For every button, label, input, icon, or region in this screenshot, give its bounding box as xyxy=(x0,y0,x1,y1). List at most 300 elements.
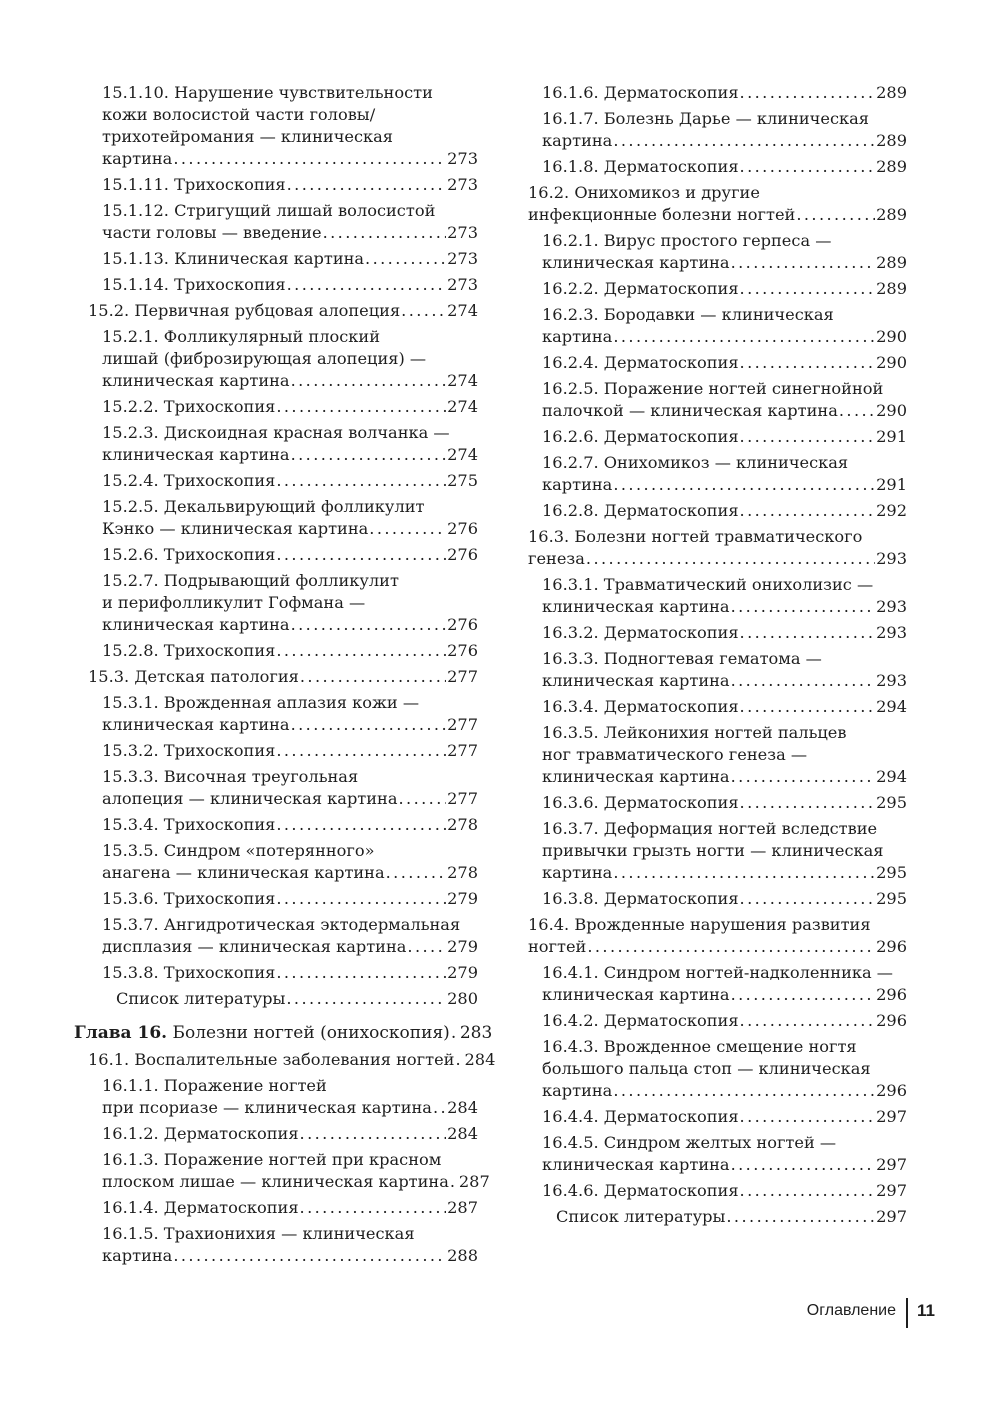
toc-entry-leader-line xyxy=(102,1245,478,1267)
toc-entry-title xyxy=(542,862,612,884)
toc-entry[interactable] xyxy=(514,108,907,152)
toc-entry[interactable] xyxy=(514,696,907,718)
toc-entry-line: трихотейромания — клиническая xyxy=(102,127,394,146)
dot-leader xyxy=(740,622,876,644)
toc-entry-title xyxy=(102,640,275,662)
toc-entry[interactable] xyxy=(514,648,907,692)
toc-entry-title xyxy=(542,500,739,522)
toc-entry-leader-line xyxy=(102,1097,478,1119)
dot-leader xyxy=(613,130,875,152)
toc-entry-leader-line xyxy=(102,714,478,736)
dot-leader xyxy=(287,274,446,296)
dot-leader xyxy=(731,596,876,618)
toc-entry-leader-line xyxy=(542,766,907,788)
dot-leader xyxy=(587,936,875,958)
toc-entry-title xyxy=(102,544,275,566)
toc-entry-title xyxy=(542,1010,739,1032)
toc-entry[interactable] xyxy=(74,640,478,662)
toc-references[interactable] xyxy=(74,988,478,1010)
toc-entry-text: картина xyxy=(542,131,613,150)
toc-entry[interactable] xyxy=(514,914,907,958)
dot-leader xyxy=(276,396,446,418)
toc-page-number: 280 xyxy=(447,989,478,1008)
toc-entry-line: 16.4.1. Синдром ногтей-надколенника — xyxy=(542,963,893,982)
toc-entry-text: Список литературы xyxy=(556,1207,726,1226)
toc-entry-title xyxy=(102,174,286,196)
toc-entry[interactable] xyxy=(74,740,478,762)
toc-page-number: 284 xyxy=(464,1050,496,1069)
toc-entry-leader-line xyxy=(102,518,478,540)
toc-entry-title xyxy=(102,1123,299,1145)
toc-entry-leader-line xyxy=(542,278,907,300)
toc-entry[interactable] xyxy=(74,814,478,836)
toc-entry-leader-line xyxy=(102,814,478,836)
toc-entry-text: 15.1.14. Трихоскопия xyxy=(102,275,286,294)
toc-page-number: 276 xyxy=(447,615,478,634)
toc-page-number: 274 xyxy=(447,397,478,416)
toc-entry-text: Болезни ногтей (онихоскопия) xyxy=(172,1023,450,1043)
toc-page-number: 287 xyxy=(458,1172,490,1191)
toc-page-number: 288 xyxy=(447,1246,478,1265)
dot-leader xyxy=(433,1097,446,1119)
toc-page-number: 293 xyxy=(876,671,907,690)
dot-leader xyxy=(450,1171,458,1193)
toc-page-number: 277 xyxy=(447,789,478,808)
toc-entry-leader-line xyxy=(88,666,478,688)
toc-entry-text: клиническая картина xyxy=(542,253,730,272)
toc-entry-leader-line xyxy=(542,82,907,104)
dot-leader xyxy=(731,1154,876,1176)
toc-entry-title xyxy=(102,248,364,270)
toc-entry-line: большого пальца стоп — клиническая xyxy=(542,1059,871,1078)
toc-entry[interactable] xyxy=(74,766,478,810)
toc-entry[interactable] xyxy=(74,888,478,910)
dot-leader xyxy=(291,714,447,736)
toc-entry-title xyxy=(102,936,406,958)
toc-entry[interactable] xyxy=(514,500,907,522)
toc-entry[interactable] xyxy=(74,300,478,322)
dot-leader xyxy=(291,370,447,392)
toc-page-number: 296 xyxy=(876,1081,907,1100)
toc-entry[interactable] xyxy=(74,962,478,984)
toc-entry-leader-line xyxy=(556,1206,907,1228)
toc-entry-leader-line xyxy=(102,370,478,392)
toc-entry-leader-line xyxy=(542,474,907,496)
toc-entry[interactable] xyxy=(74,82,478,170)
chapter-label: Глава 16. xyxy=(74,1023,168,1043)
toc-page-number: 289 xyxy=(876,253,907,272)
toc-entry-line: 15.3.5. Синдром «потерянного» xyxy=(102,841,375,860)
toc-entry-text: части головы — введение xyxy=(102,223,322,242)
toc-entry-line: 16.4. Врожденные нарушения развития xyxy=(528,915,871,934)
dot-leader xyxy=(740,1010,876,1032)
dot-leader xyxy=(796,204,875,226)
toc-entry-line: 15.2.3. Дискоидная красная волчанка — xyxy=(102,423,450,442)
toc-entry-leader-line xyxy=(542,130,907,152)
dot-leader xyxy=(386,862,446,884)
toc-entry-title xyxy=(102,962,275,984)
toc-entry[interactable] xyxy=(74,914,478,958)
dot-leader xyxy=(369,518,446,540)
toc-entry[interactable] xyxy=(514,622,907,644)
toc-entry-text: 16.3.2. Дерматоскопия xyxy=(542,623,739,642)
toc-entry-leader-line xyxy=(528,548,907,570)
toc-entry[interactable] xyxy=(74,274,478,296)
toc-entry-line: 16.2.1. Вирус простого герпеса — xyxy=(542,231,832,250)
toc-entry[interactable] xyxy=(514,278,907,300)
dot-leader xyxy=(740,352,876,374)
toc-entry-text: 16.4.4. Дерматоскопия xyxy=(542,1107,739,1126)
dot-leader xyxy=(276,544,446,566)
toc-entry-text: клиническая картина xyxy=(102,615,290,634)
toc-entry-text: 16.3.6. Дерматоскопия xyxy=(542,793,739,812)
toc-entry-title xyxy=(542,766,730,788)
toc-entry-leader-line xyxy=(102,174,478,196)
toc-entry-line: кожи волосистой части головы/ xyxy=(102,105,376,124)
toc-entry-text: 16.2.2. Дерматоскопия xyxy=(542,279,739,298)
toc-entry[interactable] xyxy=(74,570,478,636)
toc-page-number: 278 xyxy=(447,863,478,882)
toc-entry-line: 16.4.5. Синдром желтых ногтей — xyxy=(542,1133,837,1152)
toc-entry-leader-line xyxy=(102,788,478,810)
toc-entry-text: 16.1.2. Дерматоскопия xyxy=(102,1124,299,1143)
toc-entry-text: алопеция — клиническая картина xyxy=(102,789,398,808)
toc-entry-title xyxy=(116,988,285,1010)
toc-page-number: 274 xyxy=(447,371,478,390)
toc-entry[interactable] xyxy=(514,182,907,226)
toc-page-number: 296 xyxy=(876,937,907,956)
toc-entry-leader-line xyxy=(102,888,478,910)
toc-entry-line: 15.1.10. Нарушение чувствительности xyxy=(102,83,433,102)
toc-entry-leader-line xyxy=(542,862,907,884)
toc-entry-title xyxy=(542,1180,739,1202)
dot-leader xyxy=(365,248,446,270)
toc-entry[interactable] xyxy=(514,888,907,910)
toc-entry-leader-line xyxy=(542,1180,907,1202)
toc-entry[interactable] xyxy=(514,962,907,1006)
toc-entry-text: генеза xyxy=(528,549,585,568)
toc-entry-text: при псориазе — клиническая картина xyxy=(102,1098,432,1117)
toc-entry-line: 16.1.1. Поражение ногтей xyxy=(102,1076,327,1095)
toc-entry-text: 15.2.2. Трихоскопия xyxy=(102,397,276,416)
dot-leader xyxy=(740,426,876,448)
toc-page-number: 289 xyxy=(876,131,907,150)
toc-entry-text: клиническая картина xyxy=(102,371,290,390)
toc-page-number: 273 xyxy=(447,149,478,168)
toc-entry-text: картина xyxy=(542,1081,613,1100)
toc-entry-leader-line xyxy=(88,1049,496,1071)
toc-entry[interactable] xyxy=(74,470,478,492)
toc-entry-line: 16.2.3. Бородавки — клиническая xyxy=(542,305,834,324)
toc-entry-title xyxy=(88,1049,454,1071)
toc-entry-leader-line xyxy=(88,300,478,322)
toc-page-number: 278 xyxy=(447,815,478,834)
toc-entry-text: палочкой — клиническая картина xyxy=(542,401,838,420)
toc-entry-text: 16.4.2. Дерматоскопия xyxy=(542,1011,739,1030)
dot-leader xyxy=(276,888,446,910)
toc-entry[interactable] xyxy=(74,544,478,566)
toc-page-number: 273 xyxy=(447,249,478,268)
toc-entry[interactable] xyxy=(514,1036,907,1102)
toc-entry-title xyxy=(102,740,275,762)
toc-page-number: 290 xyxy=(876,353,907,372)
toc-entry-line: 15.3.3. Височная треугольная xyxy=(102,767,359,786)
footer-divider xyxy=(906,1298,908,1328)
toc-entry-leader-line xyxy=(542,426,907,448)
toc-entry[interactable] xyxy=(74,692,478,736)
toc-entry[interactable] xyxy=(74,396,478,418)
dot-leader xyxy=(740,888,876,910)
toc-entry-leader-line xyxy=(102,962,478,984)
dot-leader xyxy=(401,300,446,322)
toc-entry-leader-line xyxy=(102,544,478,566)
toc-page-number: 297 xyxy=(876,1181,907,1200)
toc-entry-title xyxy=(542,278,739,300)
toc-entry-title xyxy=(542,130,612,152)
toc-entry-text: клиническая картина xyxy=(542,985,730,1004)
toc-entry-leader-line xyxy=(542,670,907,692)
dot-leader xyxy=(399,788,447,810)
toc-entry[interactable] xyxy=(74,1049,496,1071)
toc-entry-text: 16.2.6. Дерматоскопия xyxy=(542,427,739,446)
toc-entry[interactable] xyxy=(514,574,907,618)
toc-entry[interactable] xyxy=(514,82,907,104)
toc-references[interactable] xyxy=(514,1206,907,1228)
dot-leader xyxy=(173,148,446,170)
toc-entry-leader-line xyxy=(542,1080,907,1102)
toc-page-number: 289 xyxy=(876,205,907,224)
toc-page-number: 297 xyxy=(876,1107,907,1126)
toc-entry-line: и перифолликулит Гофмана — xyxy=(102,593,366,612)
toc-entry-text: 16.4.6. Дерматоскопия xyxy=(542,1181,739,1200)
toc-entry-text: инфекционные болезни ногтей xyxy=(528,205,796,224)
toc-entry[interactable] xyxy=(74,496,478,540)
toc-entry-leader-line xyxy=(102,222,478,244)
toc-entry-title xyxy=(542,622,739,644)
toc-entry-line: 16.3.3. Подногтевая гематома — xyxy=(542,649,822,668)
toc-entry-leader-line xyxy=(116,988,478,1010)
toc-entry-title xyxy=(88,300,400,322)
toc-entry[interactable] xyxy=(514,526,907,570)
dot-leader xyxy=(286,988,446,1010)
toc-column-left xyxy=(74,82,496,1271)
dot-leader xyxy=(731,252,876,274)
toc-entry-title xyxy=(528,204,795,226)
dot-leader xyxy=(740,1106,876,1128)
toc-entry-text: картина xyxy=(542,475,613,494)
dot-leader xyxy=(613,1080,875,1102)
toc-page-number: 295 xyxy=(876,889,907,908)
toc-entry-leader-line xyxy=(102,274,478,296)
dot-leader xyxy=(613,474,875,496)
toc-page-number: 279 xyxy=(447,889,478,908)
toc-entry-title xyxy=(102,444,290,466)
toc-page-number: 293 xyxy=(876,597,907,616)
toc-entry-line: ног травматического генеза — xyxy=(542,745,808,764)
toc-entry-text: 15.1.11. Трихоскопия xyxy=(102,175,286,194)
toc-entry[interactable] xyxy=(514,792,907,814)
toc-entry-text: анагена — клиническая картина xyxy=(102,863,385,882)
toc-entry[interactable] xyxy=(74,840,478,884)
toc-entry[interactable] xyxy=(514,156,907,178)
toc-entry-line: 15.2.1. Фолликулярный плоский xyxy=(102,327,381,346)
toc-entry[interactable] xyxy=(514,452,907,496)
dot-leader xyxy=(740,792,876,814)
toc-entry[interactable] xyxy=(514,304,907,348)
toc-entry-text: Кэнко — клиническая картина xyxy=(102,519,369,538)
toc-page-number: 273 xyxy=(447,275,478,294)
toc-entry-leader-line xyxy=(542,1010,907,1032)
toc-entry-leader-line xyxy=(542,500,907,522)
toc-entry-text: клиническая картина xyxy=(542,767,730,786)
toc-entry-leader-line xyxy=(102,1171,490,1193)
toc-entry[interactable] xyxy=(74,1197,478,1219)
toc-entry-leader-line xyxy=(102,740,478,762)
toc-page-number: 295 xyxy=(876,793,907,812)
dot-leader xyxy=(291,444,447,466)
toc-entry-title xyxy=(102,274,286,296)
toc-page-number: 273 xyxy=(447,175,478,194)
toc-entry-text: 15.2.8. Трихоскопия xyxy=(102,641,276,660)
toc-entry-title xyxy=(542,426,739,448)
toc-entry[interactable] xyxy=(514,1010,907,1032)
toc-entry[interactable] xyxy=(74,200,478,244)
toc-entry-line: 16.3.5. Лейконихия ногтей пальцев xyxy=(542,723,847,742)
toc-page-number: 284 xyxy=(447,1124,478,1143)
toc-page-number: 279 xyxy=(447,937,478,956)
toc-entry[interactable] xyxy=(514,230,907,274)
toc-page-number: 275 xyxy=(447,471,478,490)
toc-entry[interactable] xyxy=(514,426,907,448)
dot-leader xyxy=(740,278,876,300)
toc-entry-title xyxy=(556,1206,725,1228)
toc-page-number: 283 xyxy=(459,1023,493,1043)
toc-entry-title xyxy=(542,596,730,618)
toc-entry[interactable] xyxy=(514,352,907,374)
toc-entry-line: привычки грызть ногти — клиническая xyxy=(542,841,884,860)
dot-leader xyxy=(300,1197,447,1219)
toc-entry-title xyxy=(542,670,730,692)
toc-entry[interactable] xyxy=(74,326,478,392)
toc-entry[interactable] xyxy=(514,1106,907,1128)
toc-entry[interactable] xyxy=(514,818,907,884)
toc-entry[interactable] xyxy=(74,1075,478,1119)
toc-page-number: 296 xyxy=(876,1011,907,1030)
toc-entry-title xyxy=(542,156,739,178)
toc-entry-leader-line xyxy=(102,396,478,418)
toc-page-number: 276 xyxy=(447,641,478,660)
toc-entry-leader-line xyxy=(542,156,907,178)
toc-entry-text: клиническая картина xyxy=(542,671,730,690)
toc-entry[interactable] xyxy=(74,248,478,270)
toc-entry[interactable] xyxy=(514,1180,907,1202)
toc-page-number: 297 xyxy=(876,1207,907,1226)
dot-leader xyxy=(740,1180,876,1202)
toc-entry-leader-line xyxy=(102,862,478,884)
toc-entry-title xyxy=(102,714,290,736)
toc-entry-title xyxy=(102,614,290,636)
toc-page-number: 284 xyxy=(447,1098,478,1117)
toc-entry[interactable] xyxy=(514,378,907,422)
toc-page-number: 277 xyxy=(447,667,478,686)
toc-entry-title xyxy=(528,548,585,570)
toc-entry[interactable] xyxy=(74,174,478,196)
toc-entry[interactable] xyxy=(74,422,478,466)
toc-entry-text: Список литературы xyxy=(116,989,286,1008)
toc-page-number: 289 xyxy=(876,83,907,102)
dot-leader xyxy=(740,696,876,718)
toc-page-number: 276 xyxy=(447,519,478,538)
toc-entry-text: дисплазия — клиническая картина xyxy=(102,937,407,956)
toc-entry[interactable] xyxy=(74,1149,490,1193)
toc-entry-title xyxy=(102,518,368,540)
toc-entry-title xyxy=(102,1197,299,1219)
toc-entry-leader-line xyxy=(542,696,907,718)
toc-page-number: 294 xyxy=(876,697,907,716)
toc-entry-text: клиническая картина xyxy=(102,715,290,734)
dot-leader xyxy=(731,766,876,788)
toc-entry-text: 16.2.4. Дерматоскопия xyxy=(542,353,739,372)
toc-entry-title xyxy=(542,1080,612,1102)
dot-leader xyxy=(276,962,446,984)
toc-entry-leader-line xyxy=(102,148,478,170)
toc-entry-leader-line xyxy=(102,444,478,466)
toc-entry-line: 16.2. Онихомикоз и другие xyxy=(528,183,760,202)
toc-page-number: 291 xyxy=(876,427,907,446)
toc-entry-title xyxy=(542,696,739,718)
toc-entry-text: 15.2. Первичная рубцовая алопеция xyxy=(88,301,401,320)
toc-entry-text: 15.3.8. Трихоскопия xyxy=(102,963,276,982)
dot-leader xyxy=(323,222,447,244)
toc-page-number: 290 xyxy=(876,327,907,346)
toc-entry-leader-line xyxy=(542,888,907,910)
toc-entry-text: 15.2.4. Трихоскопия xyxy=(102,471,276,490)
toc-entry-title xyxy=(542,984,730,1006)
toc-entry-leader-line xyxy=(528,204,907,226)
toc-entry-text: 15.3.2. Трихоскопия xyxy=(102,741,276,760)
toc-entry-line: 16.2.5. Поражение ногтей синегнойной xyxy=(542,379,884,398)
toc-entry-title xyxy=(102,222,322,244)
dot-leader xyxy=(726,1206,875,1228)
toc-entry-line: 15.3.7. Ангидротическая эктодермальная xyxy=(102,915,461,934)
toc-page-number: 295 xyxy=(876,863,907,882)
toc-entry-title xyxy=(102,814,275,836)
toc-entry-leader-line xyxy=(542,792,907,814)
dot-leader xyxy=(300,1123,447,1145)
dot-leader xyxy=(740,82,876,104)
dot-leader xyxy=(586,548,875,570)
toc-entry-leader-line xyxy=(542,326,907,348)
toc-entry-line: 16.3.7. Деформация ногтей вследствие xyxy=(542,819,878,838)
toc-entry[interactable] xyxy=(74,1223,478,1267)
toc-entry[interactable] xyxy=(74,666,478,688)
toc-entry-line: 16.1.3. Поражение ногтей при красном xyxy=(102,1150,442,1169)
toc-entry-title xyxy=(102,1245,172,1267)
toc-entry[interactable] xyxy=(74,1123,478,1145)
dot-leader xyxy=(740,500,876,522)
toc-page-number: 296 xyxy=(876,985,907,1004)
toc-entry[interactable] xyxy=(514,722,907,788)
toc-entry-title xyxy=(542,1106,739,1128)
toc-entry-leader-line xyxy=(74,1022,493,1044)
toc-page-number: 276 xyxy=(447,545,478,564)
toc-page-number: 297 xyxy=(876,1155,907,1174)
toc-chapter[interactable] xyxy=(74,1022,493,1044)
dot-leader xyxy=(731,984,876,1006)
toc-entry-text: клиническая картина xyxy=(542,597,730,616)
toc-entry-title xyxy=(102,788,398,810)
toc-entry[interactable] xyxy=(514,1132,907,1176)
